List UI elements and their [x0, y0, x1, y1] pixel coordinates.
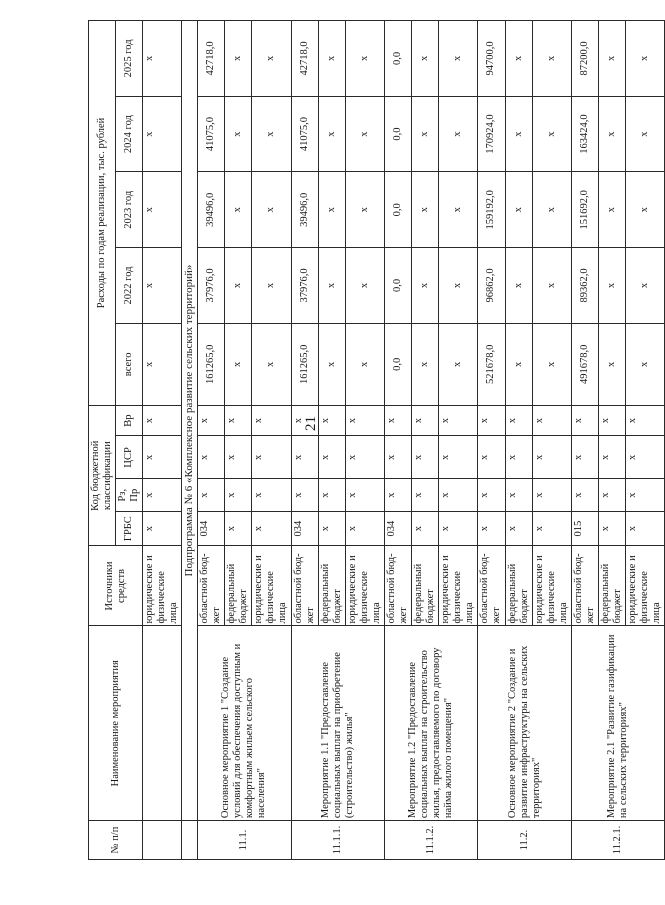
- cell-2022: 0,0: [384, 248, 411, 324]
- cell-activity-name: Мероприятие 2.1 "Развитие газификации на сельских территориях": [571, 626, 664, 821]
- cell-rzpr: х: [505, 479, 532, 511]
- cell-rzpr: х: [345, 479, 384, 511]
- cell-source: областной бюд-жет: [384, 546, 411, 626]
- cell-2022: х: [598, 248, 625, 324]
- header-csr: ЦСР: [116, 436, 143, 479]
- cell-empty: [182, 821, 198, 860]
- cell-source: федеральный бюджет: [318, 546, 345, 626]
- cell-2023: х: [505, 172, 532, 248]
- cell-total: х: [598, 323, 625, 405]
- cell-vr: х: [318, 405, 345, 435]
- cell-2023: 39496,0: [198, 172, 225, 248]
- cell-2023: 151692,0: [571, 172, 598, 248]
- cell-2022: х: [439, 248, 478, 324]
- header-budget-code: Код бюджетной классификации: [89, 405, 116, 546]
- cell-2022: 37976,0: [291, 248, 318, 324]
- cell-2025: х: [439, 21, 478, 97]
- cell-2025: 94700,0: [478, 21, 505, 97]
- cell-vr: х: [478, 405, 505, 435]
- cell-2022: х: [345, 248, 384, 324]
- cell-2025: х: [252, 21, 291, 97]
- cell-vr: х: [291, 405, 318, 435]
- cell-total: 161265,0: [198, 323, 225, 405]
- cell-grbs: х: [318, 511, 345, 546]
- cell-csr: х: [198, 436, 225, 479]
- cell-rzpr: х: [143, 479, 182, 511]
- cell-vr: х: [626, 405, 665, 435]
- cell-csr: х: [626, 436, 665, 479]
- cell-vr: х: [143, 405, 182, 435]
- cell-grbs: х: [598, 511, 625, 546]
- cell-grbs: 015: [571, 511, 598, 546]
- header-source: Источники средств: [89, 546, 143, 626]
- cell-source: федеральный бюджет: [225, 546, 252, 626]
- cell-csr: х: [291, 436, 318, 479]
- cell-2024: х: [532, 96, 571, 172]
- cell-rzpr: х: [225, 479, 252, 511]
- cell-csr: х: [225, 436, 252, 479]
- cell-grbs: х: [439, 511, 478, 546]
- cell-vr: х: [198, 405, 225, 435]
- cell-2022: х: [626, 248, 665, 324]
- cell-vr: х: [412, 405, 439, 435]
- cell-source: юридические и физические лица: [626, 546, 665, 626]
- cell-2025: х: [225, 21, 252, 97]
- cell-csr: х: [505, 436, 532, 479]
- cell-2025: х: [626, 21, 665, 97]
- cell-grbs: х: [478, 511, 505, 546]
- table-row: [143, 21, 182, 860]
- cell-csr: х: [345, 436, 384, 479]
- cell-rzpr: х: [252, 479, 291, 511]
- cell-total: х: [225, 323, 252, 405]
- cell-2023: х: [532, 172, 571, 248]
- header-num: № п/п: [89, 821, 143, 860]
- cell-csr: х: [384, 436, 411, 479]
- cell-grbs: х: [252, 511, 291, 546]
- cell-source: юридические и физические лица: [532, 546, 571, 626]
- cell-2024: х: [252, 96, 291, 172]
- cell-2022: 89362,0: [571, 248, 598, 324]
- cell-item-number: 11.2.1.: [571, 821, 664, 860]
- cell-2025: х: [143, 21, 182, 97]
- cell-csr: х: [318, 436, 345, 479]
- cell-source: юридические и физические лица: [439, 546, 478, 626]
- cell-2025: х: [598, 21, 625, 97]
- cell-rzpr: х: [318, 479, 345, 511]
- cell-item-number: 11.2.: [478, 821, 571, 860]
- header-name: Наименование мероприятия: [89, 626, 143, 821]
- cell-2023: х: [626, 172, 665, 248]
- cell-2024: х: [412, 96, 439, 172]
- header-vr: Вр: [116, 405, 143, 435]
- cell-rzpr: х: [626, 479, 665, 511]
- cell-activity-name: Основное мероприятие 1 "Создание условий для обеспечения доступным и комфортным жильем сельского населения": [198, 626, 291, 821]
- cell-source: федеральный бюджет: [598, 546, 625, 626]
- cell-source: областной бюд-жет: [291, 546, 318, 626]
- cell-vr: х: [598, 405, 625, 435]
- cell-grbs: х: [225, 511, 252, 546]
- cell-csr: х: [598, 436, 625, 479]
- cell-total: 521678,0: [478, 323, 505, 405]
- cell-2025: х: [505, 21, 532, 97]
- cell-source: областной бюд-жет: [571, 546, 598, 626]
- cell-item-number: 11.1.: [198, 821, 291, 860]
- cell-grbs: х: [505, 511, 532, 546]
- cell-grbs: х: [532, 511, 571, 546]
- cell-2025: х: [318, 21, 345, 97]
- cell-2024: х: [318, 96, 345, 172]
- header-grbs: ГРБС: [116, 511, 143, 546]
- cell-2025: х: [532, 21, 571, 97]
- cell-source: федеральный бюджет: [505, 546, 532, 626]
- cell-2022: х: [532, 248, 571, 324]
- cell-2023: х: [225, 172, 252, 248]
- cell-2022: х: [318, 248, 345, 324]
- cell-total: х: [143, 323, 182, 405]
- cell-2022: 37976,0: [198, 248, 225, 324]
- table-row: [198, 21, 225, 860]
- table-body: [143, 21, 665, 860]
- cell-2024: 41075,0: [291, 96, 318, 172]
- cell-2024: х: [505, 96, 532, 172]
- cell-2024: 41075,0: [198, 96, 225, 172]
- cell-grbs: х: [412, 511, 439, 546]
- header-2024: 2024 год: [116, 96, 143, 172]
- cell-source: юридические и физические лица: [252, 546, 291, 626]
- cell-2023: х: [143, 172, 182, 248]
- cell-2024: х: [345, 96, 384, 172]
- cell-total: 161265,0: [291, 323, 318, 405]
- table-row: [571, 21, 598, 860]
- cell-grbs: х: [143, 511, 182, 546]
- cell-rzpr: х: [598, 479, 625, 511]
- cell-vr: х: [345, 405, 384, 435]
- cell-rzpr: х: [571, 479, 598, 511]
- cell-grbs: х: [626, 511, 665, 546]
- header-expenses: Расходы по годам реализации, тыс. рублей: [89, 21, 116, 406]
- header-total: всего: [116, 323, 143, 405]
- cell-2024: х: [225, 96, 252, 172]
- cell-total: 491678,0: [571, 323, 598, 405]
- cell-total: х: [345, 323, 384, 405]
- header-2022: 2022 год: [116, 248, 143, 324]
- cell-2023: 159192,0: [478, 172, 505, 248]
- cell-rzpr: х: [412, 479, 439, 511]
- cell-empty: [143, 626, 182, 821]
- cell-empty: [143, 821, 182, 860]
- cell-csr: х: [532, 436, 571, 479]
- header-rzpr: Рз, Пр: [116, 479, 143, 511]
- cell-grbs: 034: [291, 511, 318, 546]
- cell-2022: х: [412, 248, 439, 324]
- cell-vr: х: [252, 405, 291, 435]
- cell-activity-name: Мероприятие 1.2 "Предоставление социальных выплат на строительство жилья, предоставляемого по договору найма жилого помещения": [384, 626, 477, 821]
- cell-2025: 42718,0: [198, 21, 225, 97]
- cell-2025: 87200,0: [571, 21, 598, 97]
- cell-csr: х: [412, 436, 439, 479]
- table-row: [291, 21, 318, 860]
- cell-rzpr: х: [198, 479, 225, 511]
- cell-2023: 0,0: [384, 172, 411, 248]
- cell-source: юридические и физические лица: [345, 546, 384, 626]
- cell-2022: 96862,0: [478, 248, 505, 324]
- page-number: 21: [303, 416, 319, 431]
- cell-total: 0,0: [384, 323, 411, 405]
- header-2025: 2025 год: [116, 21, 143, 97]
- cell-source: областной бюд-жет: [478, 546, 505, 626]
- cell-total: х: [626, 323, 665, 405]
- cell-grbs: 034: [384, 511, 411, 546]
- cell-activity-name: Мероприятие 1.1 "Предоставление социальных выплат на приобретение (строительство) жилья": [291, 626, 384, 821]
- cell-csr: х: [439, 436, 478, 479]
- cell-total: х: [412, 323, 439, 405]
- cell-csr: х: [143, 436, 182, 479]
- cell-total: х: [252, 323, 291, 405]
- subprogram-row: [182, 21, 198, 860]
- cell-2024: 170924,0: [478, 96, 505, 172]
- cell-2024: 163424,0: [571, 96, 598, 172]
- cell-total: х: [439, 323, 478, 405]
- cell-2025: 0,0: [384, 21, 411, 97]
- budget-table: [88, 20, 665, 860]
- table-row: [478, 21, 505, 860]
- cell-2024: х: [143, 96, 182, 172]
- cell-2023: х: [412, 172, 439, 248]
- cell-2024: х: [626, 96, 665, 172]
- cell-total: х: [318, 323, 345, 405]
- cell-csr: х: [252, 436, 291, 479]
- cell-rzpr: х: [384, 479, 411, 511]
- cell-vr: х: [225, 405, 252, 435]
- cell-grbs: х: [345, 511, 384, 546]
- cell-2025: 42718,0: [291, 21, 318, 97]
- cell-rzpr: х: [291, 479, 318, 511]
- cell-total: х: [505, 323, 532, 405]
- cell-vr: х: [505, 405, 532, 435]
- cell-source: федеральный бюджет: [412, 546, 439, 626]
- cell-vr: х: [384, 405, 411, 435]
- cell-2025: х: [345, 21, 384, 97]
- cell-2024: х: [439, 96, 478, 172]
- cell-vr: х: [439, 405, 478, 435]
- cell-2023: х: [439, 172, 478, 248]
- cell-csr: х: [571, 436, 598, 479]
- cell-2022: х: [225, 248, 252, 324]
- cell-2022: х: [252, 248, 291, 324]
- cell-source: юридические и физические лица: [143, 546, 182, 626]
- cell-rzpr: х: [439, 479, 478, 511]
- cell-2025: х: [412, 21, 439, 97]
- cell-activity-name: Основное мероприятие 2 "Создание и развитие инфраструктуры на сельских территориях": [478, 626, 571, 821]
- cell-2022: х: [505, 248, 532, 324]
- cell-2024: х: [598, 96, 625, 172]
- cell-rzpr: х: [478, 479, 505, 511]
- subprogram-title: Подпрограмма № 6 «Комплексное развитие сельских территорий»: [182, 21, 198, 821]
- cell-2023: х: [598, 172, 625, 248]
- cell-2023: 39496,0: [291, 172, 318, 248]
- cell-2023: х: [252, 172, 291, 248]
- cell-grbs: 034: [198, 511, 225, 546]
- budget-table-rotated: [88, 20, 663, 860]
- cell-rzpr: х: [532, 479, 571, 511]
- header-2023: 2023 год: [116, 172, 143, 248]
- header-row-1: [89, 21, 116, 860]
- cell-vr: х: [532, 405, 571, 435]
- table-row: [384, 21, 411, 860]
- cell-item-number: 11.1.2.: [384, 821, 477, 860]
- cell-source: областной бюд-жет: [198, 546, 225, 626]
- cell-item-number: 11.1.1.: [291, 821, 384, 860]
- cell-vr: х: [571, 405, 598, 435]
- cell-csr: х: [478, 436, 505, 479]
- cell-total: х: [532, 323, 571, 405]
- cell-2024: 0,0: [384, 96, 411, 172]
- cell-2023: х: [345, 172, 384, 248]
- cell-2023: х: [318, 172, 345, 248]
- cell-2022: х: [143, 248, 182, 324]
